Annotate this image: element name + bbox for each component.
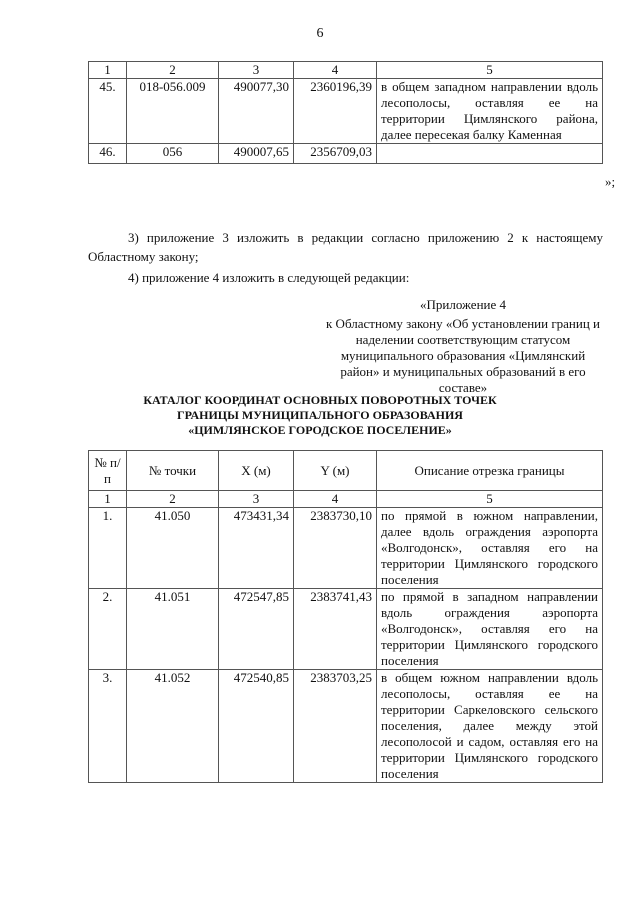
header-description: Описание отрезка границы bbox=[377, 451, 603, 491]
catalog-title bbox=[0, 393, 640, 438]
table-header-row bbox=[89, 451, 603, 491]
segment-description bbox=[377, 144, 603, 164]
row-number: 2. bbox=[89, 589, 127, 670]
segment-description: по прямой в западном направлении вдоль ограждения аэропорта «Волгодонск», оставляя его на территории Цимлянского городского поселения bbox=[377, 589, 603, 670]
table-row bbox=[89, 144, 603, 164]
header-num: № п/п bbox=[89, 451, 127, 491]
y-coord: 2383703,25 bbox=[294, 670, 377, 783]
table-number-row bbox=[89, 491, 603, 508]
header-y: Y (м) bbox=[294, 451, 377, 491]
y-coord: 2383730,10 bbox=[294, 508, 377, 589]
header-cell: 2 bbox=[127, 491, 219, 508]
segment-description: в общем западном направлении вдоль лесополосы, оставляя ее на территории Цимлянского района, далее пересекая балку Каменная bbox=[377, 79, 603, 144]
header-cell: 5 bbox=[377, 62, 603, 79]
row-number: 3. bbox=[89, 670, 127, 783]
table-row bbox=[89, 508, 603, 589]
title-line: «ЦИМЛЯНСКОЕ ГОРОДСКОЕ ПОСЕЛЕНИЕ» bbox=[188, 423, 452, 437]
x-coord: 490007,65 bbox=[219, 144, 294, 164]
table-row bbox=[89, 589, 603, 670]
header-cell: 2 bbox=[127, 62, 219, 79]
header-cell: 4 bbox=[294, 62, 377, 79]
point-id: 41.051 bbox=[127, 589, 219, 670]
x-coord: 472547,85 bbox=[219, 589, 294, 670]
appendix-caption: к Областному закону «Об установлении границ и наделении соответствующим статусом муниципального образования «Цимлянский район» и муниципальных образований в его составе» bbox=[325, 316, 601, 395]
y-coord: 2360196,39 bbox=[294, 79, 377, 144]
header-cell: 3 bbox=[219, 491, 294, 508]
point-id: 41.052 bbox=[127, 670, 219, 783]
x-coord: 472540,85 bbox=[219, 670, 294, 783]
table-row bbox=[89, 670, 603, 783]
appendix-label: «Приложение 4 bbox=[419, 297, 507, 312]
title-line: ГРАНИЦЫ МУНИЦИПАЛЬНОГО ОБРАЗОВАНИЯ bbox=[177, 408, 463, 422]
point-id: 018-056.009 bbox=[127, 79, 219, 144]
x-coord: 490077,30 bbox=[219, 79, 294, 144]
header-cell: 5 bbox=[377, 491, 603, 508]
header-cell: 1 bbox=[89, 491, 127, 508]
row-number: 46. bbox=[89, 144, 127, 164]
paragraph-4: 4) приложение 4 изложить в следующей редакции: bbox=[128, 270, 410, 285]
title-line: КАТАЛОГ КООРДИНАТ ОСНОВНЫХ ПОВОРОТНЫХ ТОЧЕК bbox=[143, 393, 497, 407]
paragraph-3: 3) приложение 3 изложить в редакции согласно приложению 2 к настоящему Областному закону; bbox=[88, 230, 603, 264]
header-point: № точки bbox=[127, 451, 219, 491]
table-row bbox=[89, 79, 603, 144]
y-coord: 2383741,43 bbox=[294, 589, 377, 670]
coordinates-table bbox=[88, 450, 603, 783]
header-x: X (м) bbox=[219, 451, 294, 491]
point-id: 056 bbox=[127, 144, 219, 164]
row-number: 1. bbox=[89, 508, 127, 589]
row-number: 45. bbox=[89, 79, 127, 144]
segment-description: по прямой в южном направлении, далее вдоль ограждения аэропорта «Волгодонск», оставляя его на территории Цимлянского городского поселения bbox=[377, 508, 603, 589]
page-number: 6 bbox=[316, 26, 324, 41]
header-cell: 3 bbox=[219, 62, 294, 79]
closing-quote: »; bbox=[605, 174, 616, 189]
table-header-row bbox=[89, 62, 603, 79]
continuation-table bbox=[88, 61, 603, 164]
segment-description: в общем южном направлении вдоль лесополосы, оставляя ее на территории Саркеловского сельского поселения, далее между этой лесополосой и садом, оставляя его на территории Цимлянского городского поселения bbox=[377, 670, 603, 783]
header-cell: 1 bbox=[89, 62, 127, 79]
x-coord: 473431,34 bbox=[219, 508, 294, 589]
point-id: 41.050 bbox=[127, 508, 219, 589]
header-cell: 4 bbox=[294, 491, 377, 508]
y-coord: 2356709,03 bbox=[294, 144, 377, 164]
